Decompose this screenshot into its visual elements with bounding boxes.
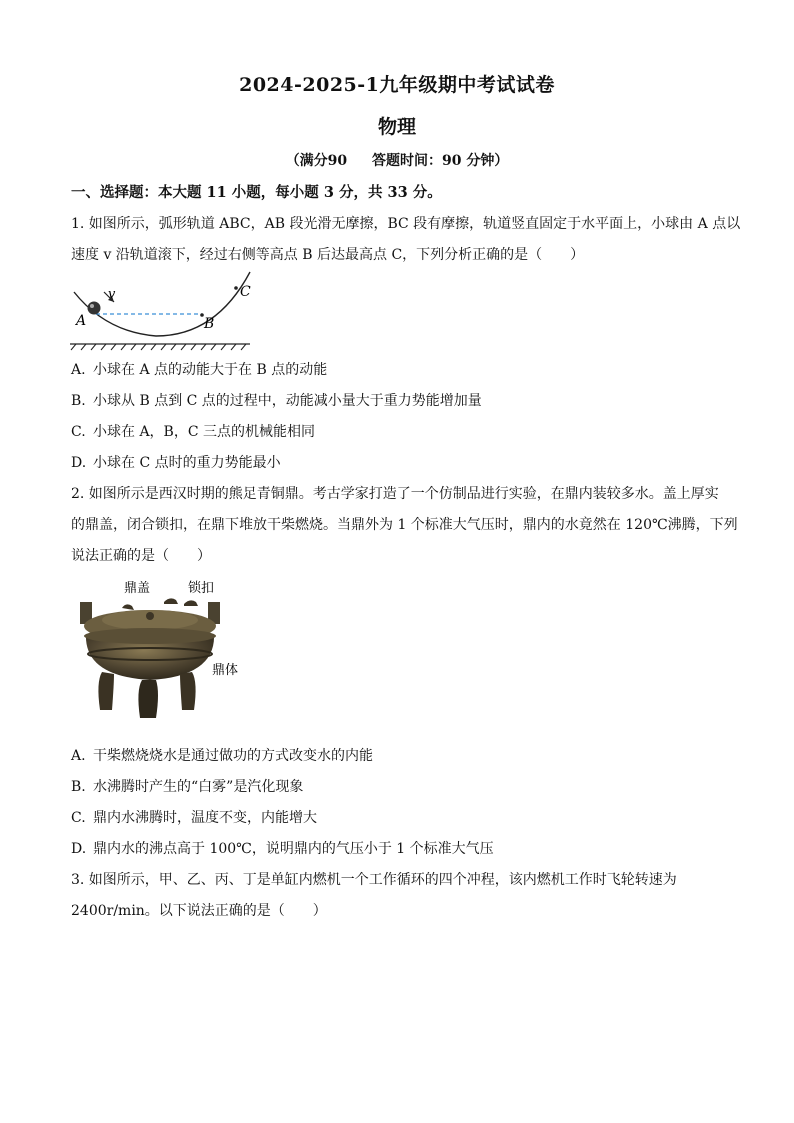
option-label: D. — [71, 455, 87, 471]
option-text: 干柴燃烧烧水是通过做功的方式改变水的内能 — [93, 748, 373, 764]
q1-option-b[interactable] — [71, 390, 482, 410]
left-leg — [98, 672, 114, 710]
ball-highlight — [90, 304, 94, 308]
q2-stem-line2: 的鼎盖，闭合锁扣，在鼎下堆放干柴燃烧。当鼎外为 1 个标准大气压时，鼎内的水竟然在 120℃沸腾，下列 — [71, 517, 738, 533]
q2-option-a[interactable] — [71, 745, 373, 765]
q1-stem-line1: 1. 如图所示，弧形轨道 ABC，AB 段光滑无摩擦，BC 段有摩擦，轨道竖直固定于水平面上，小球由 A 点以 — [71, 216, 741, 232]
q2-stem-line1: 2. 如图所示是西汉时期的熊足青铜鼎。考古学家打造了一个仿制品进行实验，在鼎内装较多水。盖上厚实 — [71, 486, 719, 502]
option-label: A. — [71, 362, 86, 378]
exam-title: 2024-2025-1九年级期中考试试卷 — [239, 74, 555, 96]
option-text: 鼎内水沸腾时，温度不变，内能增大 — [93, 810, 317, 826]
q1-option-d[interactable] — [71, 452, 281, 472]
q1-option-a[interactable] — [71, 359, 327, 379]
arc-track — [74, 272, 250, 336]
label-body: 鼎体 — [212, 663, 239, 678]
q3-stem-line2: 2400r/min。以下说法正确的是（ ） — [71, 903, 327, 919]
option-label: A. — [71, 748, 86, 764]
full-score: （满分90 — [285, 153, 348, 169]
label-lock: 锁扣 — [188, 581, 215, 596]
label-v: v — [108, 287, 116, 302]
q1-option-c[interactable] — [71, 421, 315, 441]
front-leg — [138, 680, 158, 718]
label-a: A — [76, 313, 87, 329]
point-c — [234, 286, 238, 290]
exam-duration: 答题时间：90 分钟） — [372, 153, 509, 169]
option-label: C. — [71, 424, 86, 440]
option-label: B. — [71, 779, 86, 795]
ding-vessel — [80, 598, 220, 718]
ground-hatching — [71, 344, 246, 350]
option-text: 小球在 A 点的动能大于在 B 点的动能 — [93, 362, 328, 378]
option-text: 小球在 A，B，C 三点的机械能相同 — [93, 424, 316, 440]
option-text: 水沸腾时产生的“白雾”是汽化现象 — [93, 779, 304, 795]
option-text: 小球在 C 点时的重力势能最小 — [93, 455, 281, 471]
lock-clasp-right — [184, 600, 198, 606]
lid-knob — [146, 612, 154, 620]
q2-option-d[interactable] — [71, 838, 494, 858]
q2-option-c[interactable] — [71, 807, 317, 827]
right-leg — [180, 672, 196, 710]
option-text: 鼎内水的沸点高于 100℃，说明鼎内的气压小于 1 个标准大气压 — [93, 841, 494, 857]
q3-stem-line1: 3. 如图所示，甲、乙、丙、丁是单缸内燃机一个工作循环的四个冲程，该内燃机工作时飞轮转速为 — [71, 872, 677, 888]
lock-clasp-left — [164, 598, 178, 604]
option-label: D. — [71, 841, 87, 857]
label-b: B — [204, 316, 215, 332]
option-label: B. — [71, 393, 86, 409]
option-label: C. — [71, 810, 86, 826]
section-heading: 一、选择题：本大题 11 小题，每小题 3 分，共 33 分。 — [71, 184, 442, 201]
q2-bronze-ding-figure — [74, 576, 254, 726]
exam-meta — [0, 150, 794, 170]
q2-stem-line3: 说法正确的是（ ） — [71, 548, 211, 564]
label-lid: 鼎盖 — [124, 581, 151, 596]
ball — [88, 302, 101, 315]
body-rim — [84, 628, 216, 644]
option-text: 小球从 B 点到 C 点的过程中，动能减小量大于重力势能增加量 — [93, 393, 482, 409]
exam-subject: 物理 — [377, 116, 416, 138]
lid-ornament — [122, 604, 134, 610]
q2-option-b[interactable] — [71, 776, 303, 796]
label-c: C — [240, 284, 251, 300]
q1-stem-line2: 速度 v 沿轨道滚下，经过右侧等高点 B 后达最高点 C，下列分析正确的是（ ） — [71, 247, 585, 263]
q1-track-figure — [66, 270, 256, 352]
